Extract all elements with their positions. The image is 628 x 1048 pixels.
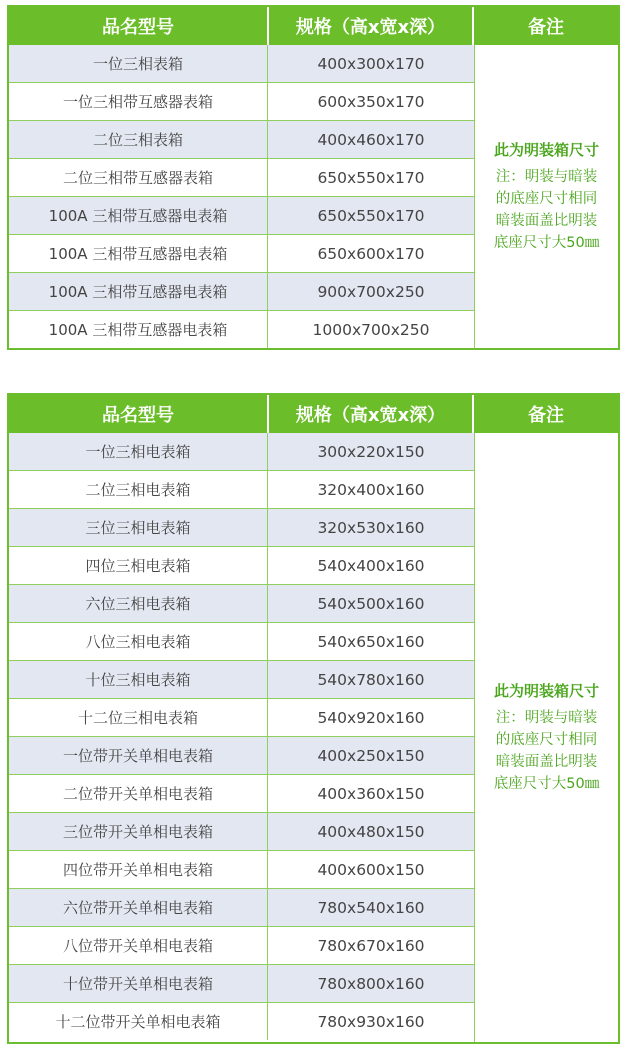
product-name-cell: 二位带开关单相电表箱 bbox=[62, 785, 213, 803]
table-row bbox=[9, 433, 474, 471]
table-row bbox=[9, 273, 474, 311]
product-name-cell: 一位三相电表箱 bbox=[85, 443, 191, 461]
header-remarks: 备注 bbox=[528, 17, 564, 38]
spec-cell: 780x540x160 bbox=[267, 889, 474, 926]
spec-cell: 780x930x160 bbox=[267, 1003, 474, 1040]
table-row bbox=[9, 775, 474, 813]
table-row bbox=[9, 699, 474, 737]
remarks-line: 底座尺寸大50㎜ bbox=[493, 234, 600, 251]
table-row bbox=[9, 623, 474, 661]
spec-cell: 400x300x170 bbox=[267, 45, 474, 82]
spec-cell: 780x800x160 bbox=[267, 965, 474, 1002]
product-name-cell: 三位三相电表箱 bbox=[85, 519, 191, 537]
header-spec: 规格（高x宽x深） bbox=[267, 395, 474, 433]
table-row bbox=[9, 45, 474, 83]
remarks-line: 注：明装与暗装 bbox=[495, 709, 598, 726]
spec-cell: 400x600x150 bbox=[267, 851, 474, 888]
product-name-cell: 100A 三相带互感器电表箱 bbox=[48, 207, 228, 225]
spec-table-2 bbox=[7, 393, 620, 1044]
product-name-cell: 十位带开关单相电表箱 bbox=[62, 975, 213, 993]
product-name-cell: 一位带开关单相电表箱 bbox=[62, 747, 213, 765]
product-name-cell: 十二位带开关单相电表箱 bbox=[55, 1013, 221, 1031]
spec-cell: 400x480x150 bbox=[267, 813, 474, 850]
product-name-cell: 六位带开关单相电表箱 bbox=[62, 899, 213, 917]
product-name-cell: 三位带开关单相电表箱 bbox=[62, 823, 213, 841]
remarks-line: 暗装面盖比明装 bbox=[495, 212, 598, 229]
table-row bbox=[9, 235, 474, 273]
product-name-cell: 四位带开关单相电表箱 bbox=[62, 861, 213, 879]
header-product-name: 品名型号 bbox=[102, 405, 174, 426]
table-row bbox=[9, 311, 474, 348]
table-row bbox=[9, 585, 474, 623]
remarks-line: 暗装面盖比明装 bbox=[495, 753, 598, 770]
table-row bbox=[9, 889, 474, 927]
product-name-cell: 一位三相带互感器表箱 bbox=[62, 93, 213, 111]
spec-cell: 540x500x160 bbox=[267, 585, 474, 622]
header-product-name: 品名型号 bbox=[102, 17, 174, 38]
product-name-cell: 六位三相电表箱 bbox=[85, 595, 191, 613]
product-name-cell: 十位三相电表箱 bbox=[85, 671, 191, 689]
table-row bbox=[9, 547, 474, 585]
table-row bbox=[9, 197, 474, 235]
header-spec: 规格（高x宽x深） bbox=[267, 7, 474, 45]
table-row bbox=[9, 927, 474, 965]
product-name-cell: 二位三相带互感器表箱 bbox=[62, 169, 213, 187]
table-row bbox=[9, 471, 474, 509]
remarks-cell bbox=[474, 45, 618, 348]
product-name-cell: 八位三相电表箱 bbox=[85, 633, 191, 651]
spec-cell: 320x400x160 bbox=[267, 471, 474, 508]
table-header bbox=[9, 7, 618, 45]
table-body bbox=[9, 433, 474, 1040]
remarks-cell bbox=[474, 433, 618, 1042]
product-name-cell: 四位三相电表箱 bbox=[85, 557, 191, 575]
product-name-cell: 100A 三相带互感器电表箱 bbox=[48, 321, 228, 339]
table-row bbox=[9, 509, 474, 547]
table-row bbox=[9, 813, 474, 851]
header-remarks: 备注 bbox=[528, 405, 564, 426]
table-row bbox=[9, 965, 474, 1003]
spec-cell: 650x600x170 bbox=[267, 235, 474, 272]
remarks-line: 底座尺寸大50㎜ bbox=[493, 775, 600, 792]
spec-cell: 540x650x160 bbox=[267, 623, 474, 660]
product-name-cell: 二位三相表箱 bbox=[92, 131, 183, 149]
remarks-title: 此为明装箱尺寸 bbox=[493, 681, 599, 700]
table-row bbox=[9, 661, 474, 699]
product-name-cell: 八位带开关单相电表箱 bbox=[62, 937, 213, 955]
product-name-cell: 二位三相电表箱 bbox=[85, 481, 191, 499]
table-row bbox=[9, 1003, 474, 1040]
table-row bbox=[9, 159, 474, 197]
table-row bbox=[9, 851, 474, 889]
product-name-cell: 100A 三相带互感器电表箱 bbox=[48, 283, 228, 301]
spec-cell: 900x700x250 bbox=[267, 273, 474, 310]
spec-cell: 600x350x170 bbox=[267, 83, 474, 120]
table-row bbox=[9, 121, 474, 159]
spec-cell: 540x400x160 bbox=[267, 547, 474, 584]
spec-cell: 650x550x170 bbox=[267, 197, 474, 234]
product-name-cell: 十二位三相电表箱 bbox=[77, 709, 198, 727]
remarks-line: 注：明装与暗装 bbox=[495, 168, 598, 185]
table-row bbox=[9, 737, 474, 775]
spec-cell: 1000x700x250 bbox=[267, 311, 474, 348]
spec-cell: 540x920x160 bbox=[267, 699, 474, 736]
spec-cell: 400x250x150 bbox=[267, 737, 474, 774]
spec-cell: 400x460x170 bbox=[267, 121, 474, 158]
spec-table-1 bbox=[7, 5, 620, 350]
remarks-title: 此为明装箱尺寸 bbox=[493, 140, 599, 159]
spec-cell: 320x530x160 bbox=[267, 509, 474, 546]
product-name-cell: 100A 三相带互感器电表箱 bbox=[48, 245, 228, 263]
remarks-line: 的底座尺寸相同 bbox=[495, 190, 598, 207]
table-row bbox=[9, 83, 474, 121]
product-name-cell: 一位三相表箱 bbox=[92, 55, 183, 73]
spec-cell: 650x550x170 bbox=[267, 159, 474, 196]
spec-cell: 300x220x150 bbox=[267, 433, 474, 470]
spec-cell: 400x360x150 bbox=[267, 775, 474, 812]
table-header bbox=[9, 395, 618, 433]
remarks-line: 的底座尺寸相同 bbox=[495, 731, 598, 748]
spec-cell: 780x670x160 bbox=[267, 927, 474, 964]
table-body bbox=[9, 45, 474, 348]
spec-cell: 540x780x160 bbox=[267, 661, 474, 698]
